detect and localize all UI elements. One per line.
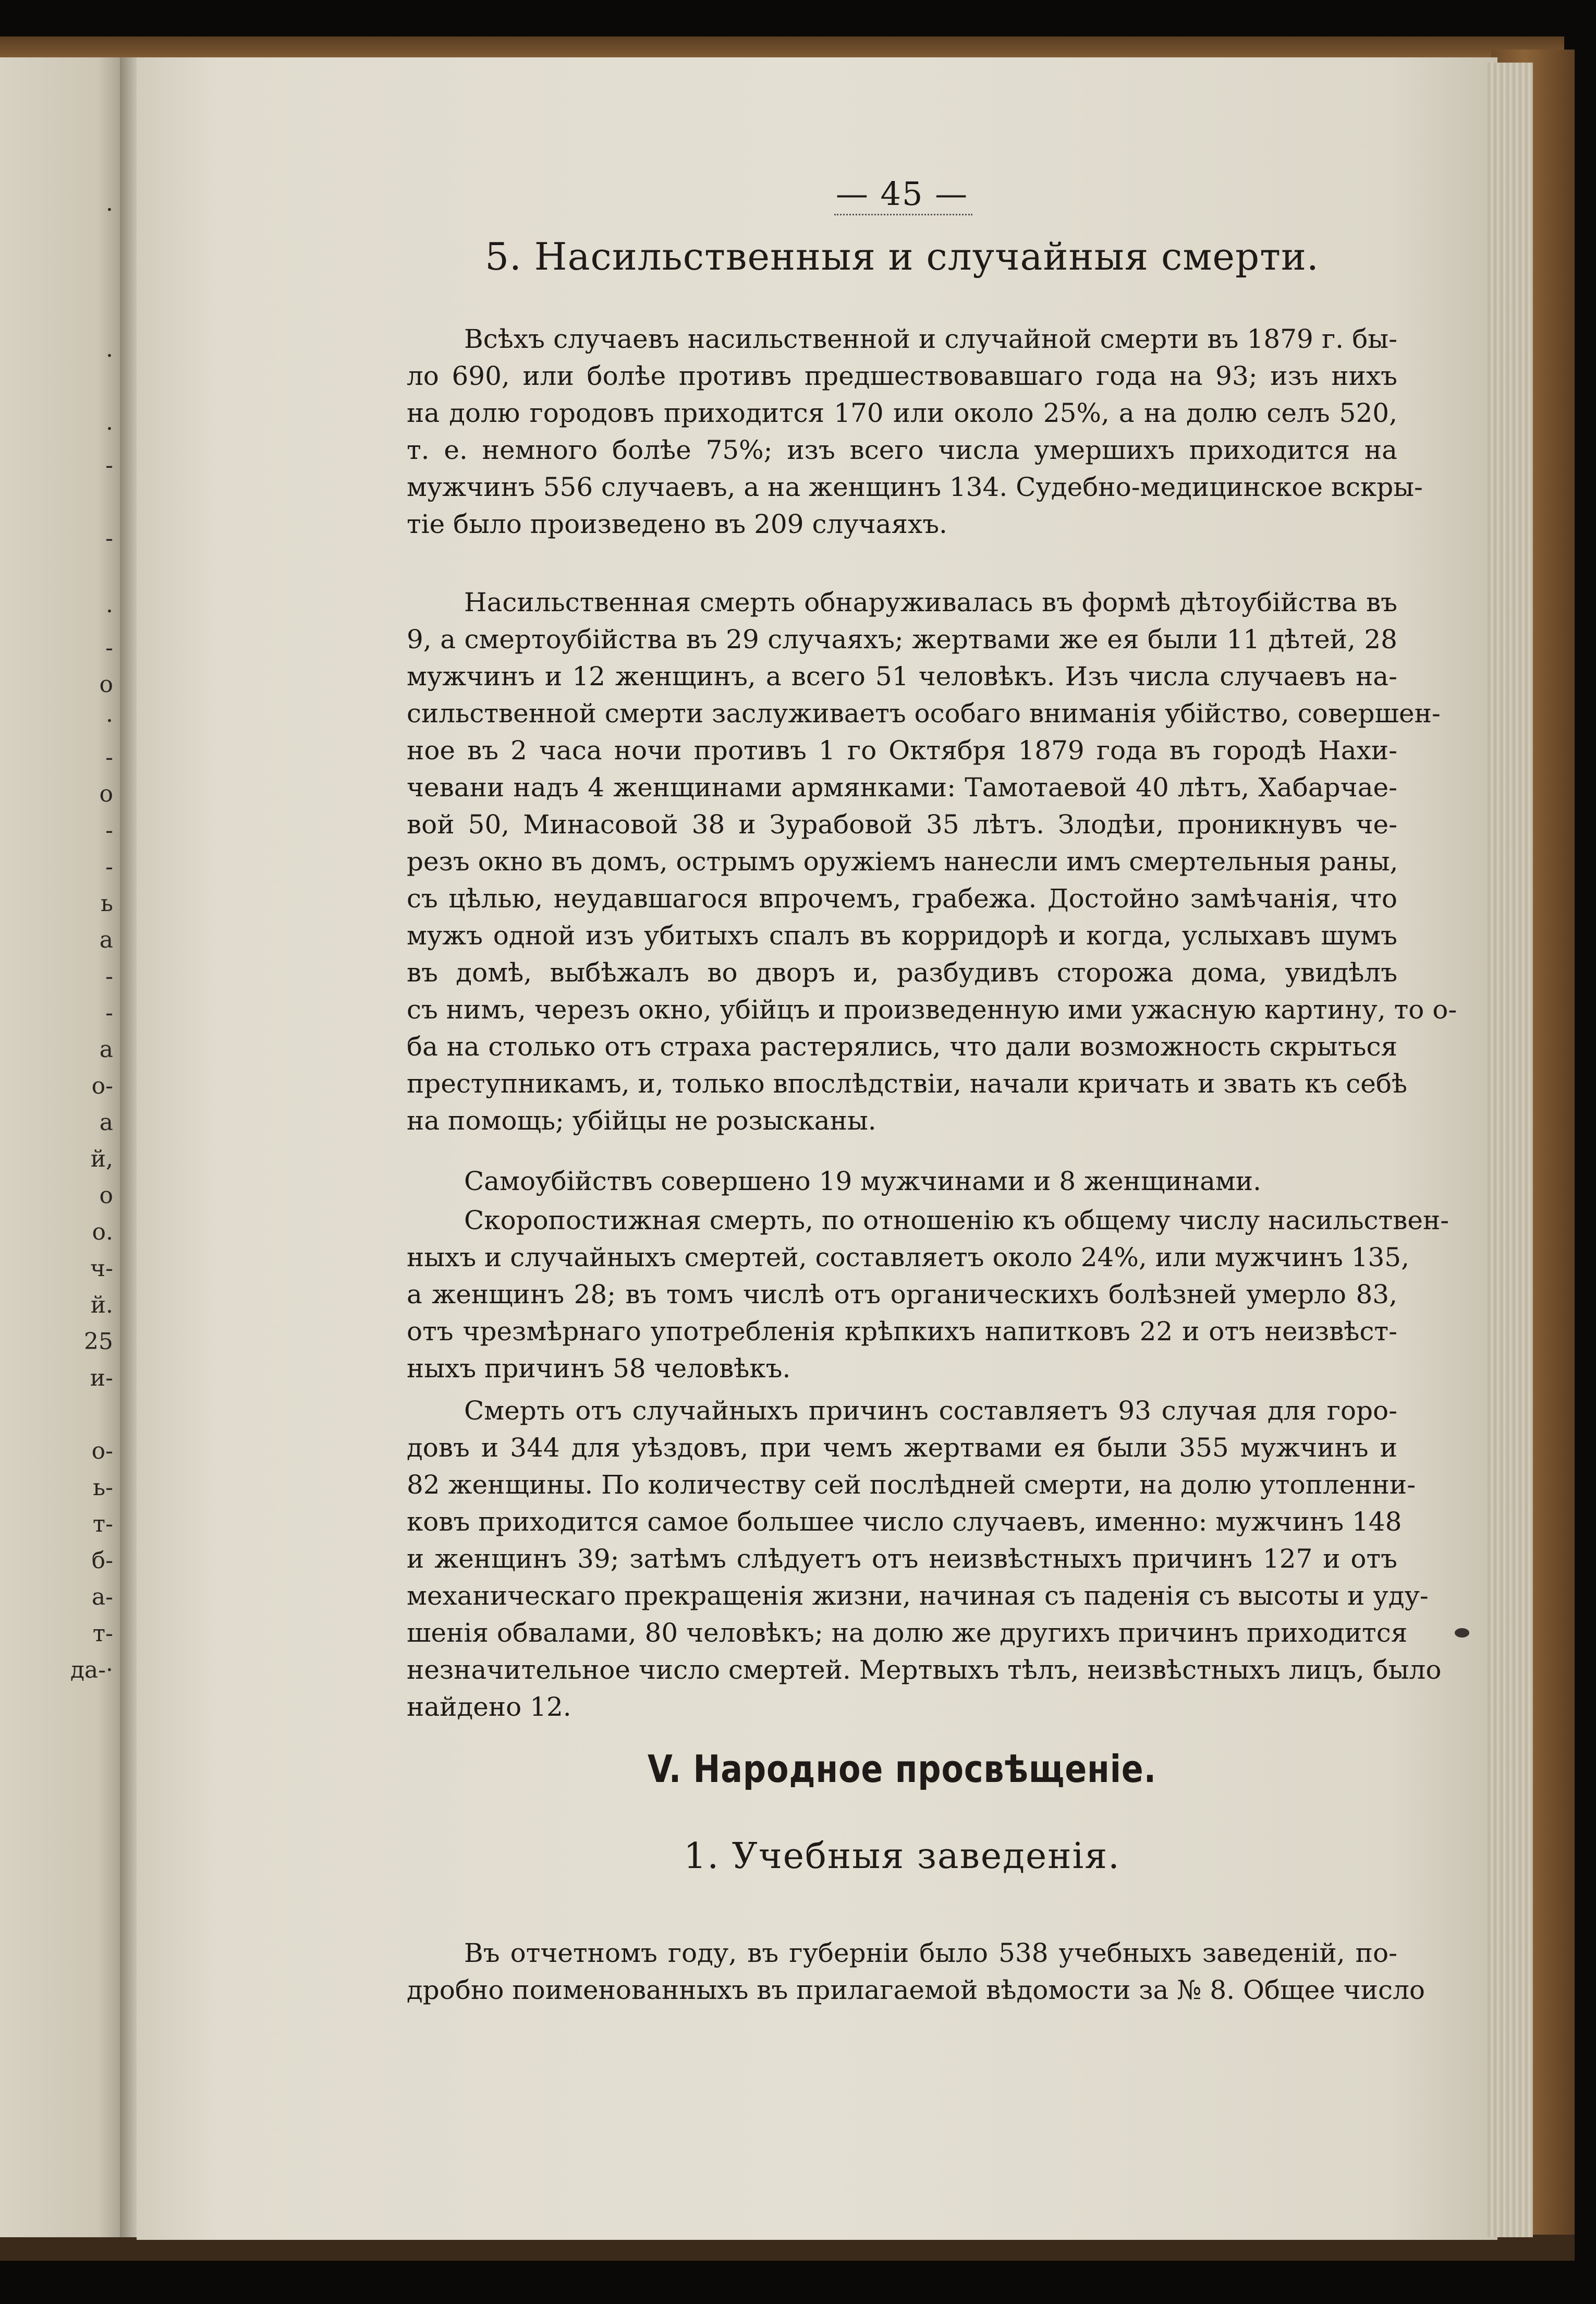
text-line: ныхъ и случайныхъ смертей, составляетъ около 24%, или мужчинъ 135, — [407, 1242, 1409, 1272]
previous-page-fragment-line: - — [105, 635, 113, 661]
previous-page-fragment-line: а — [99, 1036, 113, 1063]
text-line: мужчинъ 556 случаевъ, а на женщинъ 134. Судебно-медицинское вскры- — [407, 472, 1423, 502]
previous-page-fragment-line — [0, 563, 123, 600]
text-line: вой 50, Минасовой 38 и Зурабовой 35 лѣтъ. Злодѣи, проникнувъ че- — [407, 809, 1397, 840]
previous-page-fragment-line: о- — [91, 1073, 113, 1099]
previous-page-fragment-line: а — [99, 927, 113, 953]
previous-page-fragment-line — [0, 490, 123, 527]
text-line: незначительное число смертей. Мертвыхъ тѣлъ, неизвѣстныхъ лицъ, было — [407, 1655, 1442, 1685]
text-line: найдено 12. — [407, 1692, 571, 1722]
paragraph-violent-deaths-total — [407, 321, 1423, 543]
previous-page-fragment-line: й. — [90, 1292, 113, 1318]
text-line: Смерть отъ случайныхъ причинъ составляетъ 93 случая для горо- — [464, 1396, 1397, 1426]
previous-page-fragment — [0, 57, 123, 2237]
text-line: на помощь; убійцы не розысканы. — [407, 1106, 876, 1136]
previous-page-fragment-line: - — [105, 817, 113, 844]
text-line: ба на столько отъ страха растерялись, что дали возможность скрыться — [407, 1032, 1397, 1062]
previous-page-fragment-line: о. — [92, 1219, 113, 1245]
previous-page-fragment-line: о- — [91, 1438, 113, 1464]
page — [137, 57, 1497, 2240]
text-line: Насильственная смерть обнаруживалась въ формѣ дѣтоубійства въ — [464, 587, 1397, 617]
text-line: Самоубійствъ совершено 19 мужчинами и 8 женщинами. — [464, 1166, 1262, 1196]
text-line: ное въ 2 часа ночи противъ 1 го Октября 1879 года въ городѣ Нахи- — [407, 735, 1397, 766]
text-line: ло 690, или болѣе противъ предшествовавшаго года на 93; изъ нихъ — [407, 361, 1397, 391]
previous-page-fragment-line: й, — [90, 1146, 113, 1172]
previous-page-fragment-line: да-· — [70, 1657, 113, 1683]
text-line: шенія обвалами, 80 человѣкъ; на долю же другихъ причинъ приходится — [407, 1618, 1408, 1648]
text-line: т. е. немного болѣе 75%; изъ всего числа умершихъ приходится на — [407, 435, 1397, 465]
text-line: а женщинъ 28; въ томъ числѣ отъ органическихъ болѣзней умерло 83, — [407, 1279, 1397, 1309]
text-line: мужчинъ и 12 женщинъ, а всего 51 человѣкъ. Изъ числа случаевъ на- — [407, 661, 1397, 692]
previous-page-fragment-line — [0, 1403, 123, 1439]
text-line: довъ и 344 для уѣздовъ, при чемъ жертвами ея были 355 мужчинъ и — [407, 1433, 1397, 1463]
previous-page-fragment-line: и- — [90, 1365, 113, 1391]
text-line: съ нимъ, черезъ окно, убійцъ и произведенную ими ужасную картину, то о- — [407, 995, 1457, 1025]
paragraph-accidental-deaths — [407, 1392, 1442, 1726]
previous-page-fragment-line: о — [99, 1182, 113, 1209]
text-line: съ цѣлью, неудавшагося впрочемъ, грабежа. Достойно замѣчанія, что — [407, 883, 1397, 914]
text-line: въ домѣ, выбѣжалъ во дворъ и, разбудивъ сторожа дома, увидѣлъ — [407, 957, 1397, 988]
text-line: и женщинъ 39; затѣмъ слѣдуетъ отъ неизвѣстныхъ причинъ 127 и отъ — [407, 1544, 1397, 1574]
text-line: чевани надъ 4 женщинами армянками: Тамотаевой 40 лѣтъ, Хабарчае- — [407, 772, 1397, 803]
previous-page-fragment-line: а — [99, 1109, 113, 1136]
previous-page-fragment-line: 25 — [84, 1328, 113, 1355]
previous-page-fragment-line: ь- — [93, 1474, 113, 1501]
previous-page-fragment-line: ь — [101, 890, 113, 917]
page-block-edges — [1486, 63, 1533, 2237]
paragraph-suicides — [407, 1163, 1397, 1200]
previous-page-fragment-line — [0, 235, 123, 271]
text-line: 82 женщины. По количеству сей послѣдней смерти, на долю утопленни- — [407, 1470, 1416, 1500]
previous-page-fragment-line: - — [105, 854, 113, 880]
previous-page-fragment-line: а- — [91, 1584, 113, 1610]
page-number-underline — [834, 214, 972, 215]
previous-page-fragment-line: о — [99, 671, 113, 698]
text-line: Въ отчетномъ году, въ губерніи было 538 учебныхъ заведеній, по- — [464, 1938, 1397, 1968]
text-line: Всѣхъ случаевъ насильственной и случайной смерти въ 1879 г. бы- — [464, 324, 1397, 354]
text-line: преступникамъ, и, только впослѣдствіи, начали кричать и звать къ себѣ — [407, 1069, 1408, 1099]
previous-page-fragment-line: ч- — [90, 1255, 113, 1282]
previous-page-fragment-line: · — [106, 343, 113, 369]
previous-page-fragment-line: б- — [91, 1547, 113, 1574]
previous-page-fragment-line: т- — [92, 1620, 113, 1647]
paper-speck — [1455, 1628, 1469, 1638]
text-line: мужъ одной изъ убитыхъ спалъ въ корридорѣ и когда, услыхавъ шумъ — [407, 920, 1397, 951]
text-line: дробно поименованныхъ въ прилагаемой вѣдомости за № 8. Общее число — [407, 1975, 1425, 2005]
text-line: резъ окно въ домъ, острымъ оружіемъ нанесли имъ смертельныя раны, — [407, 846, 1398, 877]
previous-page-fragment-line: - — [105, 744, 113, 771]
text-line: на долю городовъ приходится 170 или около 25%, а на долю селъ 520, — [407, 398, 1397, 428]
previous-page-fragment-line: · — [106, 598, 113, 625]
page-number: — 45 — — [835, 175, 969, 213]
section-heading: 5. Насильственныя и случайныя смерти. — [485, 235, 1319, 278]
subsection-heading: 1. Учебныя заведенія. — [684, 1836, 1120, 1877]
text-line: ныхъ причинъ 58 человѣкъ. — [407, 1353, 791, 1384]
text-line: Скоропостижная смерть, по отношенію къ общему числу насильствен- — [464, 1205, 1449, 1235]
previous-page-fragment-line: - — [105, 1000, 113, 1026]
previous-page-fragment-line: о — [99, 781, 113, 807]
previous-page-fragment-line — [0, 271, 123, 308]
paragraph-sudden-deaths — [407, 1202, 1449, 1387]
text-line: механическаго прекращенія жизни, начиная съ паденія съ высоты и уду- — [407, 1581, 1429, 1611]
previous-page-fragment-line: - — [105, 525, 113, 552]
previous-page-fragment-line: · — [106, 708, 113, 734]
chapter-heading: V. Народное просвѣщеніе. — [647, 1747, 1157, 1791]
text-line: тіе было произведено въ 209 случаяхъ. — [407, 509, 947, 539]
text-line: отъ чрезмѣрнаго употребленія крѣпкихъ напитковъ 22 и отъ неизвѣст- — [407, 1316, 1397, 1347]
text-line: сильственной смерти заслуживаетъ особаго вниманія убійство, совершен- — [407, 698, 1441, 729]
text-line: 9, а смертоубійства въ 29 случаяхъ; жертвами же ея были 11 дѣтей, 28 — [407, 624, 1397, 654]
text-line: ковъ приходится самое большее число случаевъ, именно: мужчинъ 148 — [407, 1507, 1402, 1537]
previous-page-fragment-line — [0, 381, 123, 417]
previous-page-fragment-line: т- — [92, 1511, 113, 1537]
previous-page-fragment-line: · — [106, 197, 113, 223]
previous-page-fragment-line — [0, 308, 123, 344]
paragraph-schools — [407, 1935, 1425, 2009]
previous-page-text-column — [0, 198, 123, 1695]
previous-page-fragment-line: · — [106, 416, 113, 442]
paragraph-violent-death-details — [407, 584, 1457, 1139]
previous-page-fragment-line: - — [105, 963, 113, 990]
previous-page-fragment-line: - — [105, 452, 113, 479]
